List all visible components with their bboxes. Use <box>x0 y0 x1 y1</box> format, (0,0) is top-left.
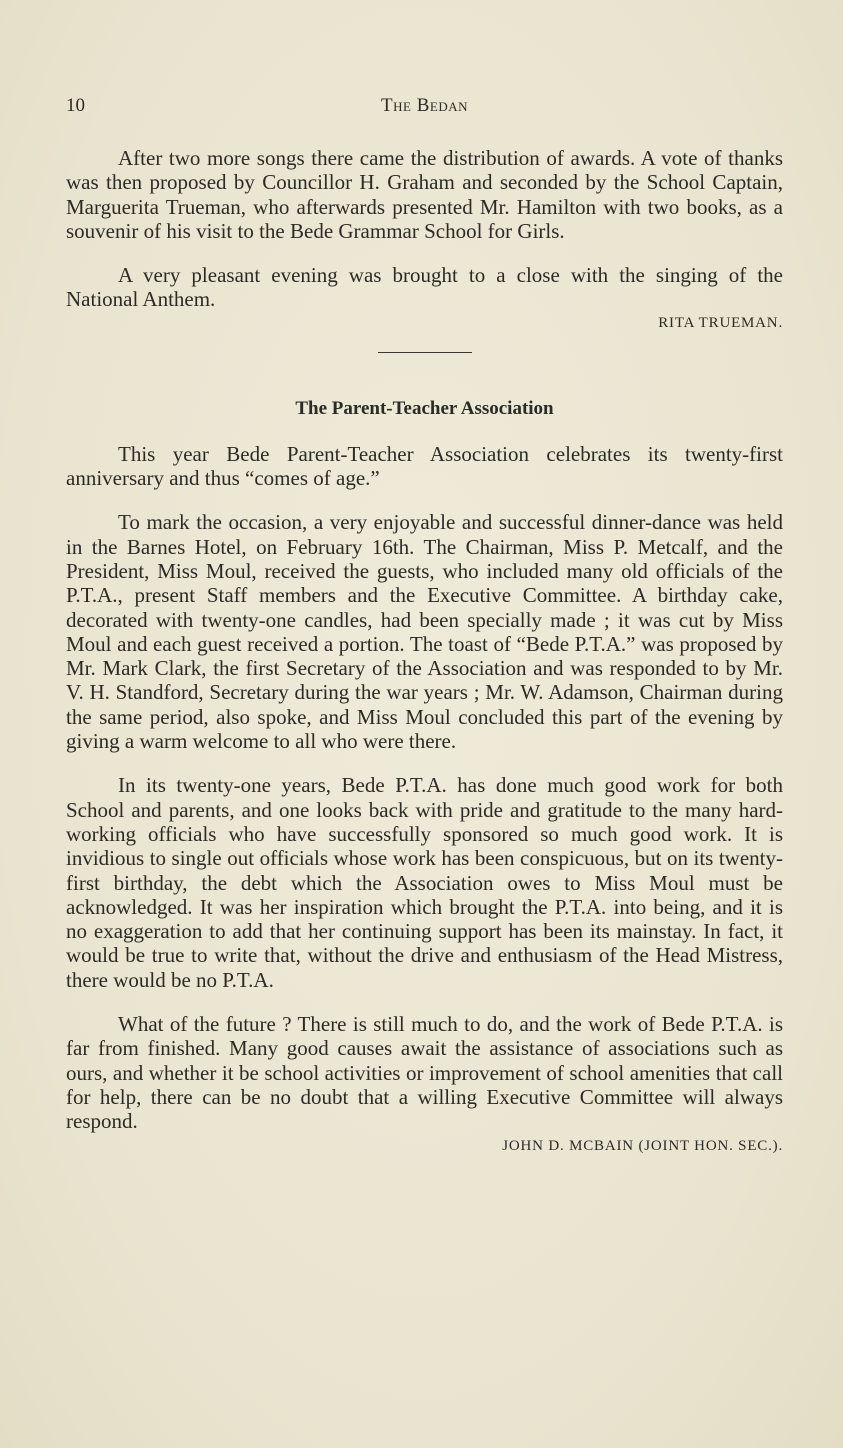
page-number: 10 <box>66 95 85 116</box>
pta-paragraph-future: What of the future ? There is still much to do, and the work of Bede P.T.A. is far from finished. Many good causes await the assistance of associations such as ours, and whether it be school activities or improvement of school amenities that call for help, there can be no doubt that a willing Executive Committee will always respond. <box>66 1012 783 1134</box>
document-page <box>66 92 783 1155</box>
pta-paragraph-intro: This year Bede Parent-Teacher Association celebrates its twenty-first anniversary and thus “comes of age.” <box>66 441 783 491</box>
signature-name: JOHN D. MCBAIN <box>502 1137 634 1154</box>
section-title: The Parent-Teacher Association <box>295 397 554 419</box>
signature-john-mcbain <box>66 1138 783 1155</box>
anthem-paragraph: A very pleasant evening was brought to a close with the singing of the National Anthem. <box>66 263 783 312</box>
journal-title: The Bedan <box>381 95 468 116</box>
pta-paragraph-history: In its twenty-one years, Bede P.T.A. has done much good work for both School and parents, and one looks back with pride and gratitude to the many hard-working officials who have successfully sponsored so much good work. It is invidious to single out officials whose work has been conspicuous, but on its twenty-first birthday, the debt which the Association owes to Miss Moul must be acknowledged. It was her inspiration which brought the P.T.A. into being, and it is no exaggeration to add that her continuing support has been its mainstay. In fact, it would be true to write that, without the drive and enthusiasm of the Head Mistress, there would be no P.T.A. <box>66 773 783 992</box>
section-divider <box>378 352 472 353</box>
running-header <box>66 92 783 120</box>
pta-paragraph-dinner-dance: To mark the occasion, a very enjoyable and successful dinner-dance was held in the Barnes Hotel, on February 16th. The Chairman, Miss P. Metcalf, and the President, Miss Moul, received the guests, who included many old officials of the P.T.A., present Staff members and the Executive Committee. A birthday cake, decorated with twenty-one candles, had been specially made ; it was cut by Miss Moul and each guest received a portion. The toast of “Bede P.T.A.” was proposed by Mr. Mark Clark, the first Secretary of the Association and was responded to by Mr. V. H. Standford, Secretary during the war years ; Mr. W. Adamson, Chairman during the same period, also spoke, and Miss Moul concluded this part of the evening by giving a warm welcome to all who were there. <box>66 510 783 754</box>
signature-role: (JOINT HON. SEC.). <box>638 1137 783 1154</box>
signature-rita-trueman: RITA TRUEMAN. <box>658 314 783 331</box>
awards-paragraph: After two more songs there came the distribution of awards. A vote of thanks was then proposed by Councillor H. Graham and seconded by the School Captain, Marguerita Trueman, who afterwards presented Mr. Hamilton with two books, as a souvenir of his visit to the Bede Grammar School for Girls. <box>66 146 783 243</box>
